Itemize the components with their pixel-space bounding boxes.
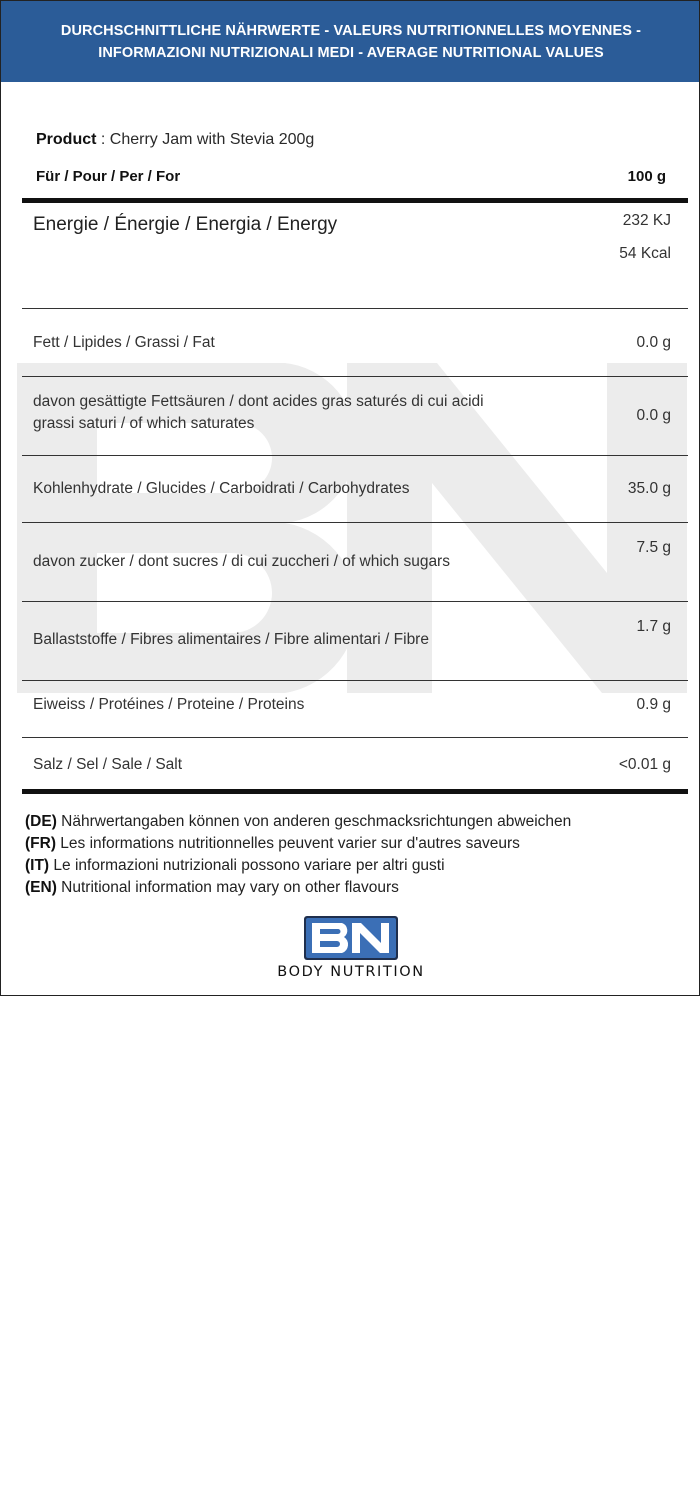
carbohydrates-value: 35.0 g [627,480,671,497]
note-it-text: Le informazioni nutrizionali possono variare per altri gusti [49,857,445,874]
per-label: Für / Pour / Per / For [36,168,181,185]
table-bottom-rule [22,789,688,794]
salt-value: <0.01 g [618,756,671,773]
per-row [36,168,666,185]
header-line-1: DURCHSCHNITTLICHE NÄHRWERTE - VALEURS NUTRITIONNELLES MOYENNES - [60,23,642,39]
note-de-code: (DE) [25,813,57,830]
row-divider [22,680,688,681]
energy-label: Energie / Énergie / Energia / Energy [33,214,338,235]
fibre-value: 1.7 g [636,618,671,635]
note-it [25,855,571,877]
saturates-value: 0.0 g [636,407,671,424]
note-de [25,811,571,833]
product-value: : Cherry Jam with Stevia 200g [96,131,315,148]
row-divider [22,455,688,456]
proteins-label: Eiweiss / Protéines / Proteine / Proteins [33,696,305,713]
note-de-text: Nährwertangaben können von anderen geschmacksrichtungen abweichen [56,813,572,830]
proteins-value: 0.9 g [636,696,671,713]
product-label: Product [36,131,97,148]
note-it-code: (IT) [25,857,50,874]
carbohydrates-label: Kohlenhydrate / Glucides / Carboidrati / Carbohydrates [33,480,410,497]
note-fr-text: Les informations nutritionnelles peuvent varier sur d'autres saveurs [56,835,520,852]
fat-label: Fett / Lipides / Grassi / Fat [33,334,215,351]
sugars-value: 7.5 g [636,539,671,556]
saturates-label-line-1: davon gesättigte Fettsäuren / dont acides gras saturés di cui acidi [33,393,484,410]
row-divider [22,376,688,377]
row-divider [22,601,688,602]
note-en-code: (EN) [25,879,57,896]
saturates-label-line-2: grassi saturi / of which saturates [33,415,255,432]
energy-kj-value: 232 KJ [622,212,671,229]
row-divider [22,522,688,523]
fat-value: 0.0 g [636,334,671,351]
header-line-2: INFORMAZIONI NUTRIZIONALI MEDI - AVERAGE NUTRITIONAL VALUES [98,45,604,61]
note-en-text: Nutritional information may vary on other flavours [56,879,399,896]
header-banner [1,1,700,82]
fibre-label: Ballaststoffe / Fibres alimentaires / Fibre alimentari / Fibre [33,631,429,648]
note-fr-code: (FR) [25,835,56,852]
per-value: 100 g [627,168,666,185]
row-divider [22,737,688,738]
flavour-notes [25,811,571,899]
saturates-label [33,391,484,435]
note-en [25,877,571,899]
sugars-label: davon zucker / dont sucres / di cui zuccheri / of which sugars [33,553,450,570]
table-top-rule [22,198,688,203]
row-divider [22,308,688,309]
note-fr [25,833,571,855]
salt-label: Salz / Sel / Sale / Salt [33,756,183,773]
brand-name: BODY NUTRITION [277,964,425,980]
product-line [36,131,314,149]
energy-kcal-value: 54 Kcal [619,245,671,262]
